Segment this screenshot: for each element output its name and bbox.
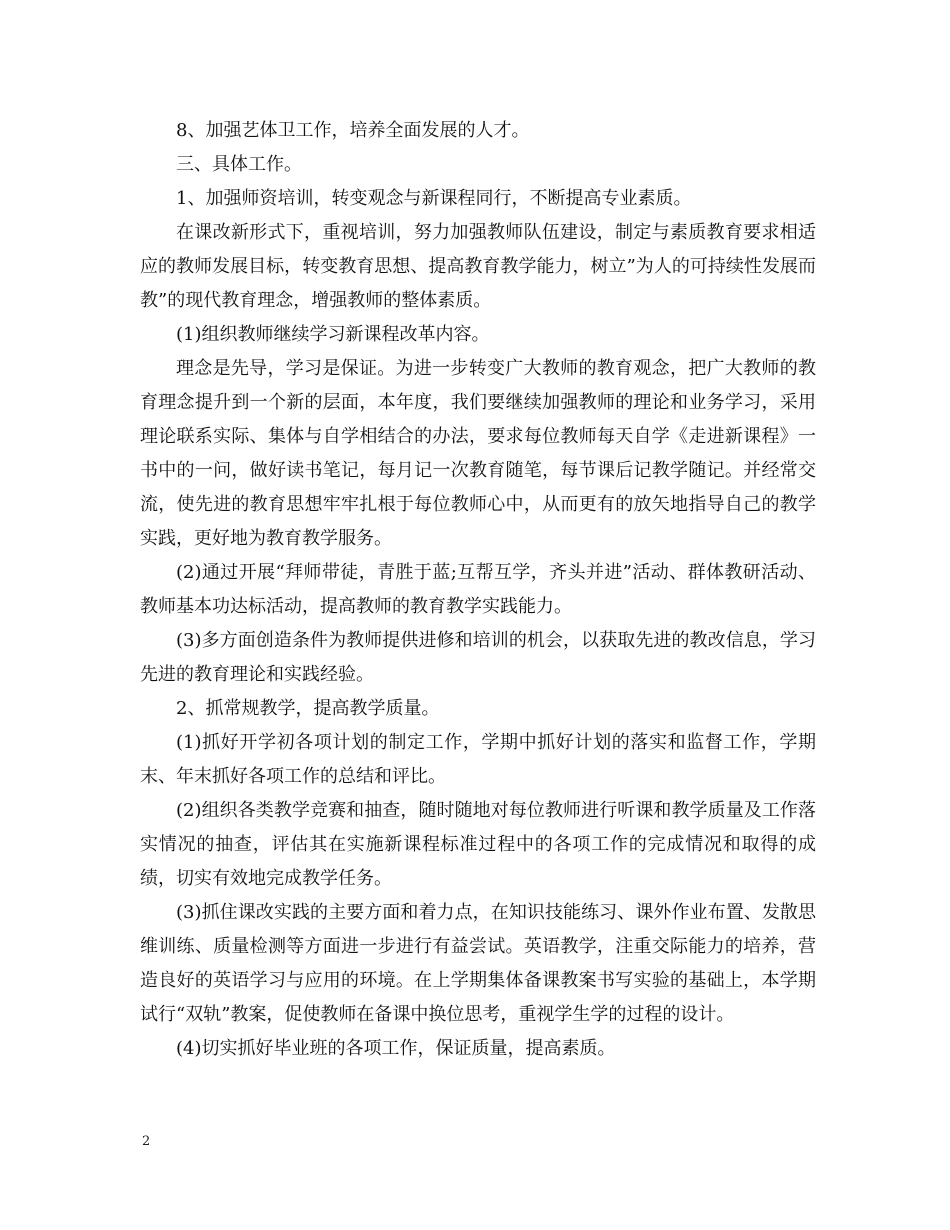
paragraph-teacher-development: 在课改新形式下，重视培训，努力加强教师队伍建设，制定与素质教育要求相适应的教师发展目标，转变教育思想、提高教育教学能力，树立”为人的可持续性发展而教”的现代教育理念，增强教师的整体素质。: [140, 222, 816, 311]
subitem-planning: (1)抓好开学初各项计划的制定工作，学期中抓好计划的落实和监督工作，学期末、年末抓好各项工作的总结和评比。: [140, 732, 816, 787]
page-number: 2: [142, 1134, 151, 1149]
paragraph-learning-guidance: 理念是先导，学习是保证。为进一步转变广大教师的教育观念，把广大教师的教育理念提升到一个新的层面，本年度，我们要继续加强教师的理论和业务学习，采用理论联系实际、集体与自学相结合的办法，要求每位教师每天自学《走进新课程》一书中的一问，做好读书笔记，每月记一次教育随笔，每节课后记教学随记。并经常交流，使先进的教育思想牢牢扎根于每位教师心中，从而更有的放矢地指导自己的教学实践，更好地为教育教学服务。: [140, 358, 816, 549]
document-body: [140, 114, 816, 1066]
paragraph-item-8: 8、加强艺体卫工作，培养全面发展的人才。: [176, 120, 530, 141]
subitem-curriculum-practice: (3)抓住课改实践的主要方面和着力点，在知识技能练习、课外作业布置、发散思维训练、质量检测等方面进一步进行有益尝试。英语教学，注重交际能力的培养，营造良好的英语学习与应用的环境。在上学期集体备课教案书写实验的基础上，本学期试行“双轨”教案，促使教师在备课中换位思考，重视学生学的过程的设计。: [140, 902, 816, 1025]
subitem-training-opportunities: (3)多方面创造条件为教师提供进修和培训的机会，以获取先进的教改信息，学习先进的教育理论和实践经验。: [140, 630, 816, 685]
section-heading-specific-work: 三、具体工作。: [176, 154, 302, 175]
subitem-graduating-class: (4)切实抓好毕业班的各项工作，保证质量，提高素质。: [176, 1038, 616, 1059]
subitem-mentoring-activities: (2)通过开展“拜师带徒，青胜于蓝;互帮互学，齐头并进”活动、群体教研活动、教师基本功达标活动，提高教师的教育教学实践能力。: [140, 562, 816, 617]
subitem-competitions-inspections: (2)组织各类教学竞赛和抽查，随时随地对每位教师进行听课和教学质量及工作落实情况的抽查，评估其在实施新课程标准过程中的各项工作的完成情况和取得的成绩，切实有效地完成教学任务。: [140, 800, 816, 889]
subheading-teacher-training: 1、加强师资培训，转变观念与新课程同行，不断提高专业素质。: [176, 188, 692, 209]
subitem-organize-study: (1)组织教师继续学习新课程改革内容。: [176, 324, 490, 345]
subheading-routine-teaching: 2、抓常规教学，提高教学质量。: [176, 698, 440, 719]
